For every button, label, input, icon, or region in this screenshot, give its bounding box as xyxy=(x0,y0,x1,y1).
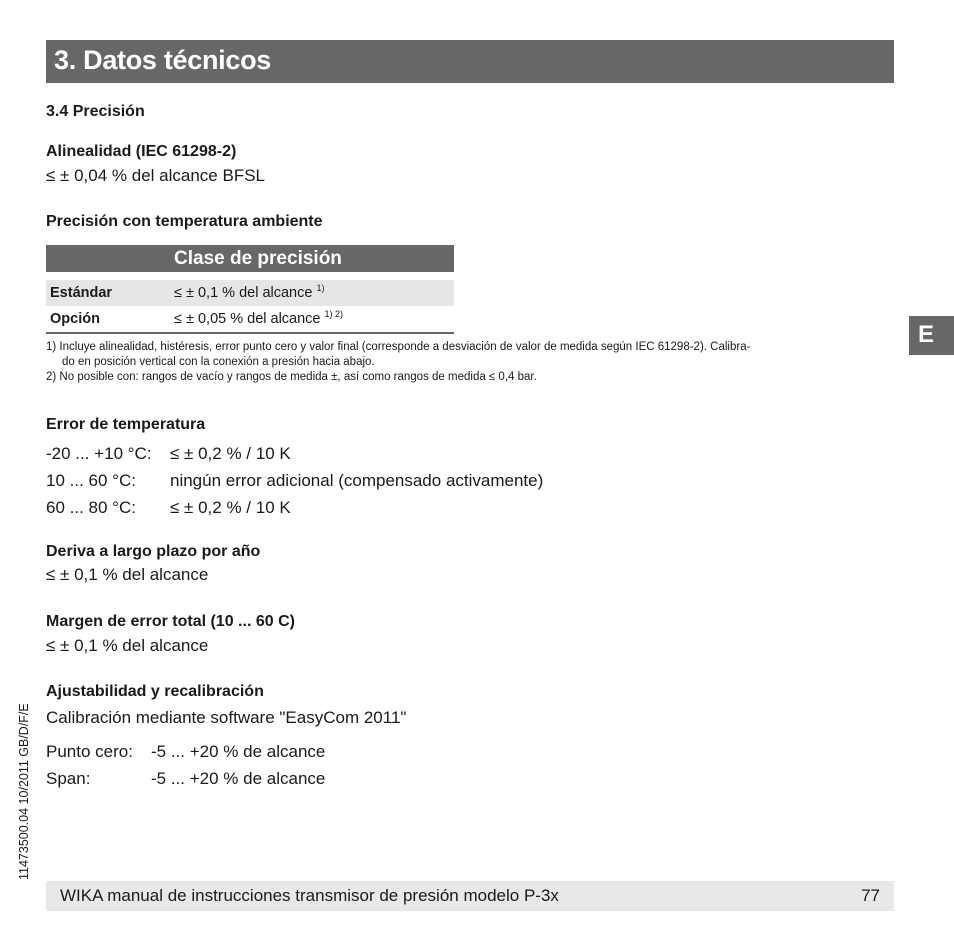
adjust-span-label: Span: xyxy=(46,769,91,788)
temp-error-range-1: -20 ... +10 °C: xyxy=(46,444,152,463)
accuracy-table-header xyxy=(46,245,454,272)
accuracy-table-header-label: Clase de precisión xyxy=(174,248,342,269)
footnote-1-line-2: do en posición vertical con la conexión a presión hacia abajo. xyxy=(62,356,375,368)
accuracy-table xyxy=(46,245,454,334)
temp-error-heading: Error de temperatura xyxy=(46,416,206,433)
language-tab xyxy=(909,316,954,355)
table-row xyxy=(46,280,454,306)
adjust-zero-value: -5 ... +20 % de alcance xyxy=(151,742,326,761)
total-error-value: ≤ ± 0,1 % del alcance xyxy=(46,636,209,655)
temp-error-value-2: ningún error adicional (compensado activamente) xyxy=(170,471,544,490)
language-tab-label: E xyxy=(918,321,935,348)
temp-error-range-3: 60 ... 80 °C: xyxy=(46,498,136,517)
document-code: 11473500.04 10/2011 GB/D/F/E xyxy=(17,703,31,880)
drift-value: ≤ ± 0,1 % del alcance xyxy=(46,565,209,584)
title-bar xyxy=(46,40,894,83)
footnote-ref: 1) xyxy=(316,283,325,294)
adjust-heading: Ajustabilidad y recalibración xyxy=(46,683,264,700)
linearity-heading: Alinealidad (IEC 61298-2) xyxy=(46,143,237,160)
footer-text: WIKA manual de instrucciones transmisor de presión modelo P-3x xyxy=(60,886,559,905)
page-number: 77 xyxy=(861,886,880,905)
table-bottom-rule xyxy=(46,332,454,334)
row-value: ≤ ± 0,1 % del alcance $^{1)}$ xyxy=(174,283,325,301)
ambient-heading: Precisión con temperatura ambiente xyxy=(46,213,323,230)
temp-error-range-2: 10 ... 60 °C: xyxy=(46,471,136,490)
footnote-ref: 1) 2) xyxy=(324,309,344,320)
temp-error-value-1: ≤ ± 0,2 % / 10 K xyxy=(170,444,291,463)
drift-heading: Deriva a largo plazo por año xyxy=(46,543,261,560)
page-footer xyxy=(46,881,894,911)
adjust-zero-label: Punto cero: xyxy=(46,742,133,761)
row-label: Opción xyxy=(50,311,100,327)
footnote-2: 2) No posible con: rangos de vacío y rangos de medida ±, así como rangos de medida ≤ 0,4 bar. xyxy=(46,371,537,383)
row-value: ≤ ± 0,05 % del alcance $^{1) 2)}$ xyxy=(174,309,344,327)
table-row xyxy=(46,306,454,332)
adjust-span-value: -5 ... +20 % de alcance xyxy=(151,769,326,788)
footnotes xyxy=(46,340,894,385)
footnote-1-line-1: 1) Incluye alinealidad, histéresis, error punto cero y valor final (corresponde a desviación de valor de medida según IEC 61298-2). Calibra- xyxy=(46,341,751,353)
row-label: Estándar xyxy=(50,285,113,301)
adjust-text: Calibración mediante software "EasyCom 2011" xyxy=(46,708,407,727)
total-error-heading: Margen de error total (10 ... 60 C) xyxy=(46,613,295,630)
page-title: 3. Datos técnicos xyxy=(54,45,271,75)
temp-error-value-3: ≤ ± 0,2 % / 10 K xyxy=(170,498,291,517)
section-heading: 3.4 Precisión xyxy=(46,103,145,120)
linearity-value: ≤ ± 0,04 % del alcance BFSL xyxy=(46,166,265,185)
